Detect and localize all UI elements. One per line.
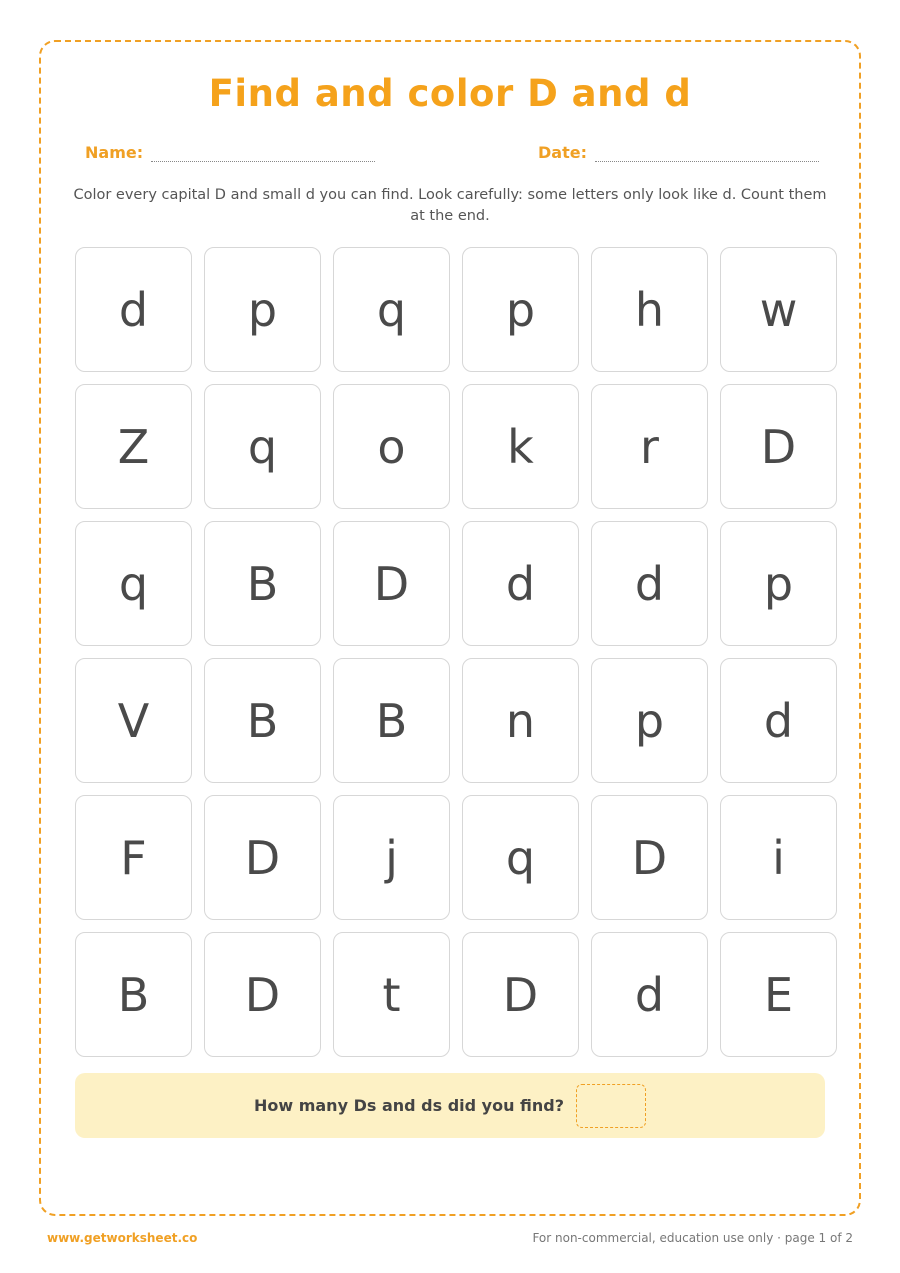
letter-cell[interactable]: q: [333, 247, 450, 372]
letter-cell[interactable]: d: [591, 521, 708, 646]
letter-cell[interactable]: D: [462, 932, 579, 1057]
letter-cell[interactable]: V: [75, 658, 192, 783]
letter-cell[interactable]: p: [720, 521, 837, 646]
date-field[interactable]: [538, 143, 819, 162]
footer-note: For non-commercial, education use only · page 1 of 2: [532, 1231, 853, 1245]
letter-cell[interactable]: n: [462, 658, 579, 783]
letter-cell[interactable]: Z: [75, 384, 192, 509]
letter-cell[interactable]: r: [591, 384, 708, 509]
letter-cell[interactable]: w: [720, 247, 837, 372]
answer-panel: [75, 1073, 825, 1138]
letter-cell[interactable]: j: [333, 795, 450, 920]
instructions: Color every capital D and small d you can find. Look carefully: some letters only look like d. Count them at the end.: [73, 187, 827, 224]
letter-cell[interactable]: d: [720, 658, 837, 783]
letter-cell[interactable]: d: [591, 932, 708, 1057]
letter-cell[interactable]: h: [591, 247, 708, 372]
letter-cell[interactable]: B: [333, 658, 450, 783]
letter-cell[interactable]: B: [204, 521, 321, 646]
answer-input[interactable]: [576, 1084, 646, 1128]
letter-cell[interactable]: d: [75, 247, 192, 372]
letter-cell[interactable]: D: [591, 795, 708, 920]
letter-grid: [75, 247, 837, 1057]
letter-cell[interactable]: p: [462, 247, 579, 372]
letter-cell[interactable]: i: [720, 795, 837, 920]
letter-cell[interactable]: q: [462, 795, 579, 920]
footer-website: www.getworksheet.co: [47, 1231, 198, 1245]
letter-cell[interactable]: p: [204, 247, 321, 372]
letter-cell[interactable]: E: [720, 932, 837, 1057]
name-line[interactable]: [151, 157, 375, 162]
name-field[interactable]: [85, 143, 375, 162]
letter-cell[interactable]: D: [204, 795, 321, 920]
letter-cell[interactable]: d: [462, 521, 579, 646]
letter-cell[interactable]: k: [462, 384, 579, 509]
answer-question: How many Ds and ds did you find?: [253, 1096, 565, 1115]
letter-cell[interactable]: B: [204, 658, 321, 783]
letter-cell[interactable]: B: [75, 932, 192, 1057]
letter-cell[interactable]: F: [75, 795, 192, 920]
name-label: Name:: [85, 143, 144, 162]
date-line[interactable]: [595, 157, 819, 162]
letter-cell[interactable]: t: [333, 932, 450, 1057]
letter-cell[interactable]: q: [204, 384, 321, 509]
letter-cell[interactable]: D: [333, 521, 450, 646]
date-label: Date:: [538, 143, 587, 162]
letter-cell[interactable]: D: [720, 384, 837, 509]
page-title: Find and color D and d: [208, 72, 692, 115]
letter-cell[interactable]: D: [204, 932, 321, 1057]
letter-cell[interactable]: p: [591, 658, 708, 783]
letter-cell[interactable]: o: [333, 384, 450, 509]
letter-cell[interactable]: q: [75, 521, 192, 646]
